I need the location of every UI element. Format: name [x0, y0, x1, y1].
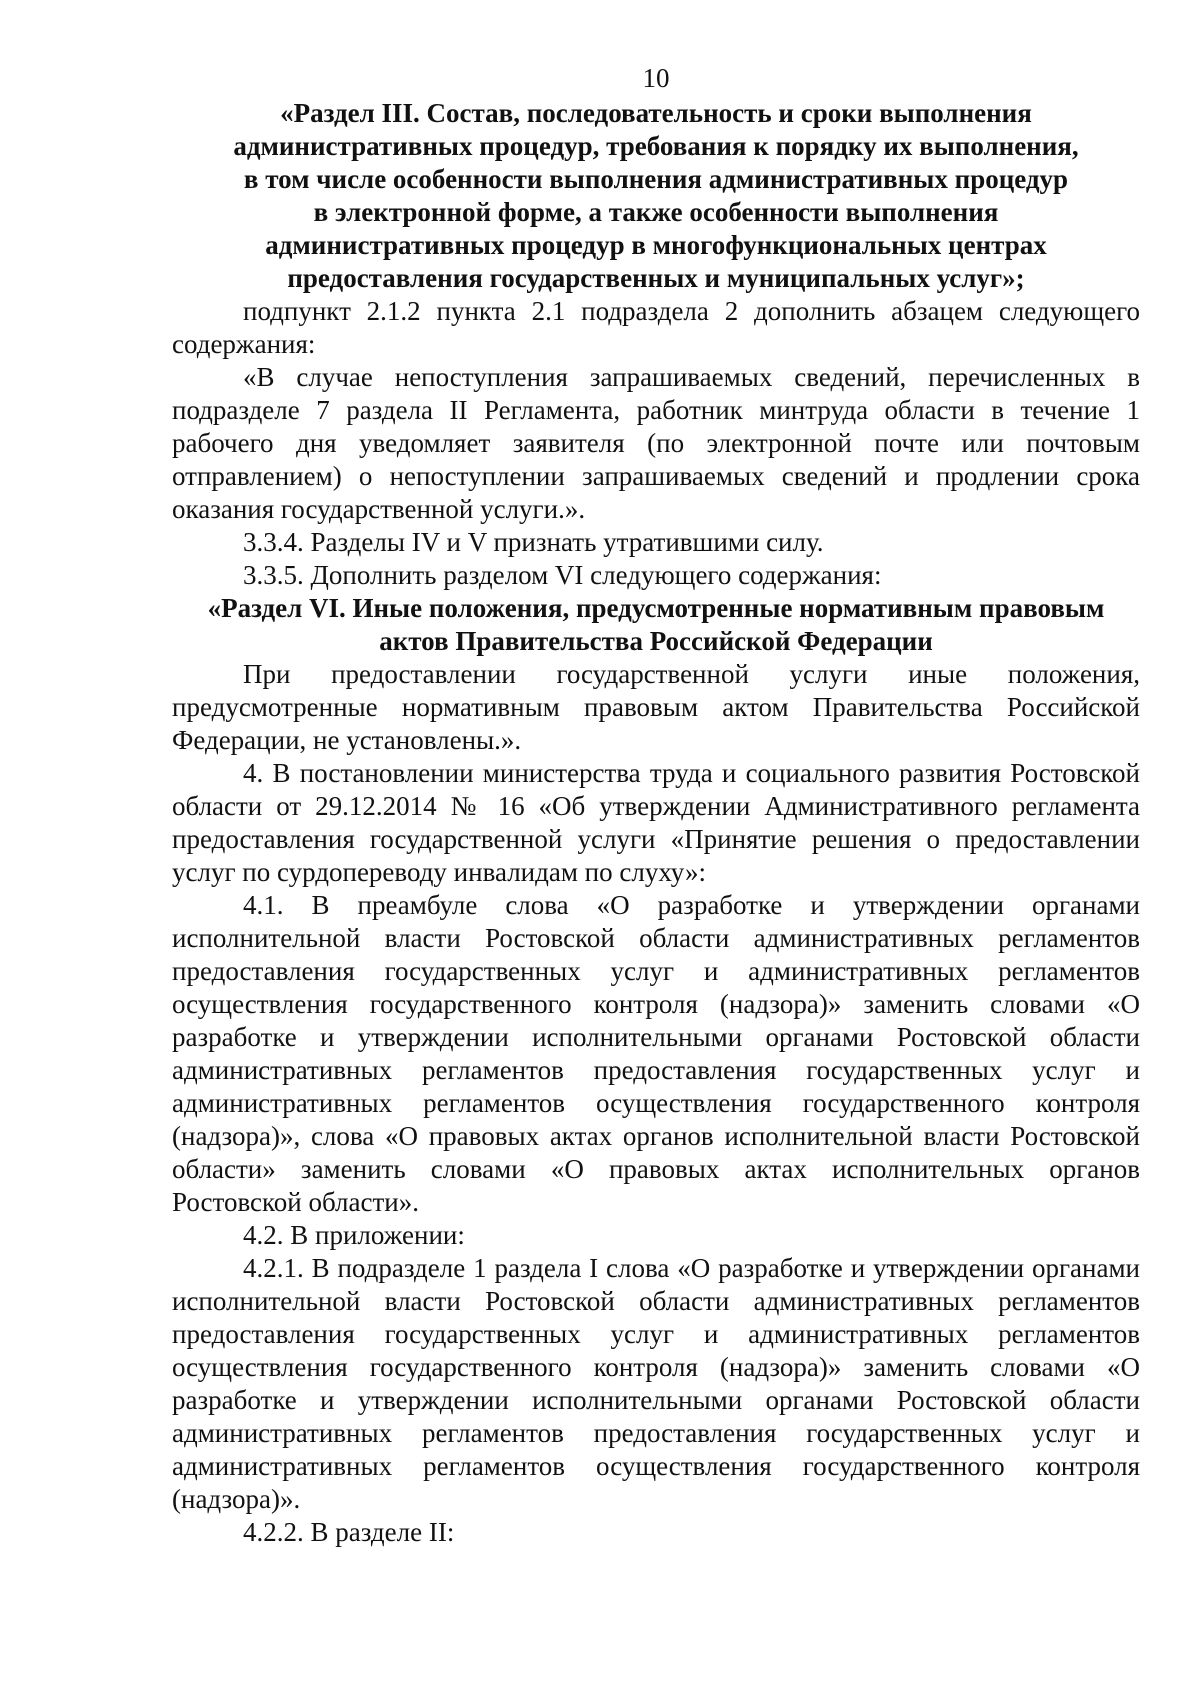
paragraph: «В случае непоступления запрашиваемых сведений, перечисленных в подразделе 7 раздела II Регламента, работник минтруда области в течение 1 рабочего дня уведомляет заявителя (по электронной почте или почтовым отправлением) о непоступлении запрашиваемых сведений и продлении срока оказания государственной услуги.». [172, 362, 1140, 524]
heading-line: «Раздел VI. Иные положения, предусмотренные нормативным правовым [207, 593, 1105, 623]
document-page [172, 62, 1140, 1549]
paragraph: 4.2.2. В разделе II: [243, 1517, 455, 1547]
section-6-heading [172, 592, 1140, 658]
heading-line: административных процедур, требования к порядку их выполнения, [233, 131, 1079, 161]
paragraph: 4. В постановлении министерства труда и социального развития Ростовской области от 29.12.2014 № 16 «Об утверждении Административного регламента предоставления государственной услуги «Принятие решения о предоставлении услуг по сурдопереводу инвалидам по слуху»: [172, 758, 1140, 887]
paragraph: 4.1. В преамбуле слова «О разработке и утверждении органами исполнительной власти Ростовской области административных регламентов предоставления государственных услуг и административных регламентов осуществления государственного контроля (надзора)» заменить словами «О разработке и утверждении исполнительными органами Ростовской области административных регламентов предоставления государственных услуг и административных регламентов осуществления государственного контроля (надзора)», слова «О правовых актах органов исполнительной власти Ростовской области» заменить словами «О правовых актах исполнительных органов Ростовской области». [172, 890, 1140, 1217]
heading-line: в том числе особенности выполнения административных процедур [243, 164, 1069, 194]
paragraph: 3.3.4. Разделы IV и V признать утратившими силу. [243, 527, 824, 557]
heading-line: «Раздел III. Состав, последовательность и сроки выполнения [280, 98, 1032, 128]
paragraph: 3.3.5. Дополнить разделом VI следующего содержания: [243, 560, 882, 590]
paragraph: подпункт 2.1.2 пункта 2.1 подраздела 2 дополнить абзацем следующего содержания: [172, 296, 1140, 359]
section-3-heading [172, 97, 1140, 295]
paragraph: 4.2. В приложении: [243, 1220, 465, 1250]
heading-line: в электронной форме, а также особенности выполнения [313, 197, 999, 227]
heading-line: предоставления государственных и муниципальных услуг»; [287, 263, 1025, 293]
paragraph: 4.2.1. В подразделе 1 раздела I слова «О разработке и утверждении органами исполнительной власти Ростовской области административных регламентов предоставления государственных услуг и административных регламентов осуществления государственного контроля (надзора)» заменить словами «О разработке и утверждении исполнительными органами Ростовской области административных регламентов предоставления государственных услуг и административных регламентов осуществления государственного контроля (надзора)». [172, 1253, 1140, 1514]
page-number: 10 [642, 63, 670, 93]
paragraph: При предоставлении государственной услуги иные положения, предусмотренные нормативным правовым актом Правительства Российской Федерации, не установлены.». [172, 659, 1140, 755]
heading-line: актов Правительства Российской Федерации [379, 626, 933, 656]
heading-line: административных процедур в многофункциональных центрах [265, 230, 1047, 260]
